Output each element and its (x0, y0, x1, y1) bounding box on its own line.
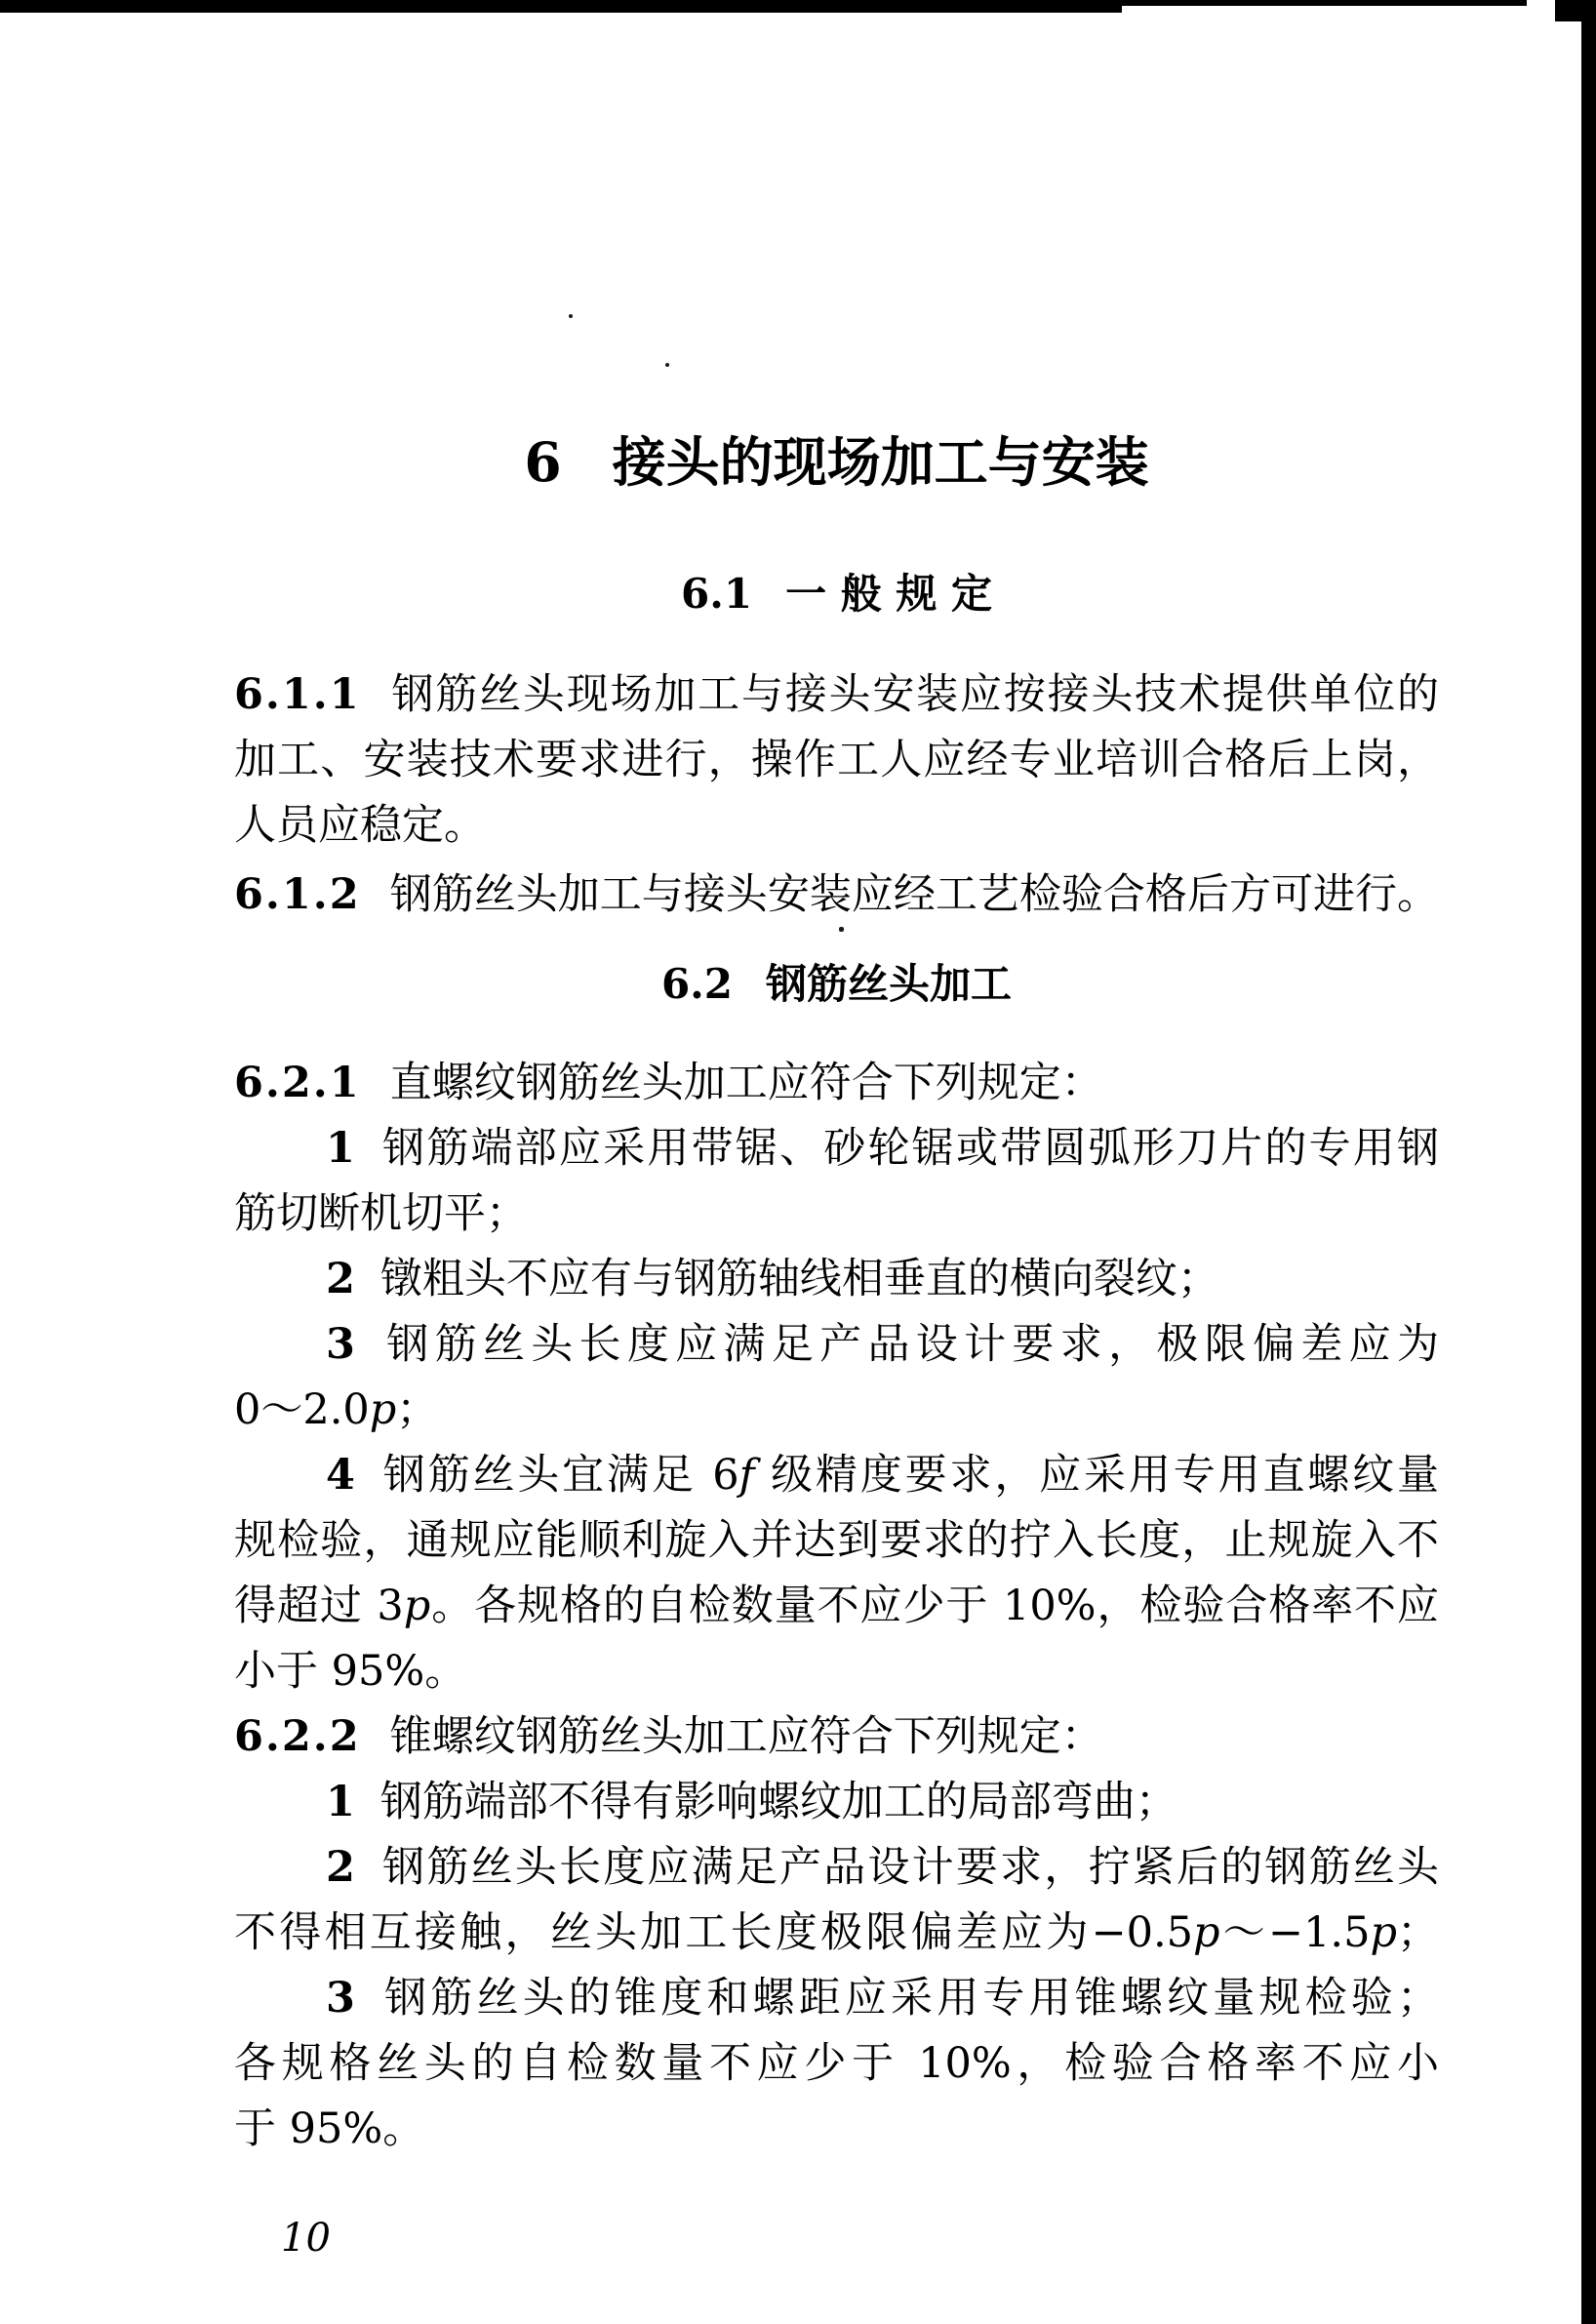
chapter-number: 6 (524, 430, 562, 494)
text-line: 规检验，通规应能顺利旋入并达到要求的拧入长度，止规旋入不 (234, 1516, 1439, 1565)
scan-artifact-right-strip (1581, 0, 1596, 2324)
section-number: 6.2 (660, 960, 734, 1008)
chapter-title-text: 接头的现场加工与安装 (612, 430, 1149, 494)
item-number: 1 (326, 1124, 355, 1173)
scan-speck (665, 363, 669, 367)
scan-artifact-top-bar-thin (1122, 0, 1527, 6)
variable-f: f (738, 1451, 755, 1500)
page-number: 10 (281, 2216, 331, 2261)
item-text: 0～2.0 (234, 1385, 370, 1434)
text-line (234, 1901, 1439, 1966)
item-number: 2 (326, 1255, 355, 1303)
clause-6-2-2-items (234, 1770, 1439, 2162)
text-line: 小于 95%。 (234, 1647, 467, 1696)
item-text: ～−1.5 (1219, 1908, 1371, 1957)
list-item-line (234, 1443, 1439, 1508)
item-text: 钢筋丝头宜满足 6 (379, 1451, 739, 1500)
item-text: 得超过 3 (234, 1582, 404, 1630)
variable-p: p (403, 1582, 431, 1630)
scan-artifact-right-strip-top (1555, 0, 1596, 21)
item-text: 镦粗头不应有与钢筋轴线相垂直的横向裂纹； (379, 1255, 1219, 1303)
item-text: ； (396, 1385, 439, 1434)
clause-6-2-1 (234, 1051, 1439, 1116)
clause-number: 6.1.2 (234, 870, 361, 919)
item-text: 级精度要求，应采用专用直螺纹量 (754, 1451, 1439, 1500)
list-item-line (234, 1312, 1439, 1378)
clause-6-1-1 (234, 662, 1439, 859)
clause-6-2-1-items (234, 1116, 1439, 1704)
list-item-line (234, 1116, 1439, 1182)
clause-number: 6.2.1 (234, 1059, 361, 1107)
variable-p: p (1193, 1908, 1220, 1957)
variable-p: p (1370, 1908, 1397, 1957)
section-number: 6.1 (681, 570, 753, 618)
document-content (234, 432, 1439, 2162)
clause-text: 钢筋丝头现场加工与接头安装应按接头技术提供单位的 (389, 670, 1439, 719)
section-6-2-heading (234, 961, 1439, 1008)
list-item-line (234, 1835, 1439, 1901)
clause-6-1-2 (234, 862, 1439, 928)
item-text: 不得相互接触，丝头加工长度极限偏差应为−0.5 (234, 1908, 1194, 1957)
item-number: 2 (326, 1843, 355, 1892)
list-item-line (234, 1770, 1439, 1835)
section-6-1-heading (234, 571, 1439, 618)
item-number: 3 (326, 1320, 355, 1369)
scan-speck (569, 314, 573, 318)
item-number: 4 (326, 1451, 355, 1500)
variable-p: p (369, 1385, 397, 1434)
text-line (234, 1704, 1439, 1770)
text-line (234, 862, 1439, 928)
item-number: 3 (326, 1974, 355, 2023)
item-text: 钢筋丝头长度应满足产品设计要求，极限偏差应为 (379, 1320, 1439, 1369)
scan-artifact-top-bar (0, 0, 1122, 13)
item-text: 钢筋端部应采用带锯、砂轮锯或带圆弧形刀片的专用钢 (379, 1124, 1439, 1173)
text-line: 人员应稳定。 (234, 801, 486, 850)
chapter-heading (234, 432, 1439, 493)
section-title-text: 一 般 规 定 (785, 570, 992, 618)
clause-text: 直螺纹钢筋丝头加工应符合下列规定： (389, 1059, 1103, 1107)
text-line (234, 1574, 1439, 1639)
clause-number: 6.2.2 (234, 1712, 361, 1761)
section-title-text: 钢筋丝头加工 (766, 960, 1013, 1008)
clause-number: 6.1.1 (234, 670, 361, 719)
clause-text: 锥螺纹钢筋丝头加工应符合下列规定： (389, 1712, 1103, 1761)
text-line: 于 95%。 (234, 2104, 425, 2153)
text-line (234, 662, 1439, 728)
item-number: 1 (326, 1778, 355, 1826)
item-text: 钢筋端部不得有影响螺纹加工的局部弯曲； (379, 1778, 1177, 1826)
item-text: 钢筋丝头的锥度和螺距应采用专用锥螺纹量规检验； (379, 1974, 1439, 2023)
list-item-line (234, 1966, 1439, 2031)
text-line: 加工、安装技术要求进行，操作工人应经专业培训合格后上岗， (234, 736, 1439, 784)
item-text: 钢筋丝头长度应满足产品设计要求，拧紧后的钢筋丝头 (379, 1843, 1439, 1892)
clause-text: 钢筋丝头加工与接头安装应经工艺检验合格后方可进行。 (389, 870, 1439, 919)
item-text: ； (1397, 1908, 1439, 1957)
clause-6-2-2 (234, 1704, 1439, 1770)
text-line: 各规格丝头的自检数量不应少于 10%，检验合格率不应小 (234, 2039, 1439, 2088)
list-item-line (234, 1247, 1439, 1312)
item-text: 。各规格的自检数量不应少于 10%，检验合格率不应 (430, 1582, 1439, 1630)
text-line: 筋切断机切平； (234, 1189, 528, 1238)
text-line (234, 1378, 1439, 1443)
text-line (234, 1051, 1439, 1116)
